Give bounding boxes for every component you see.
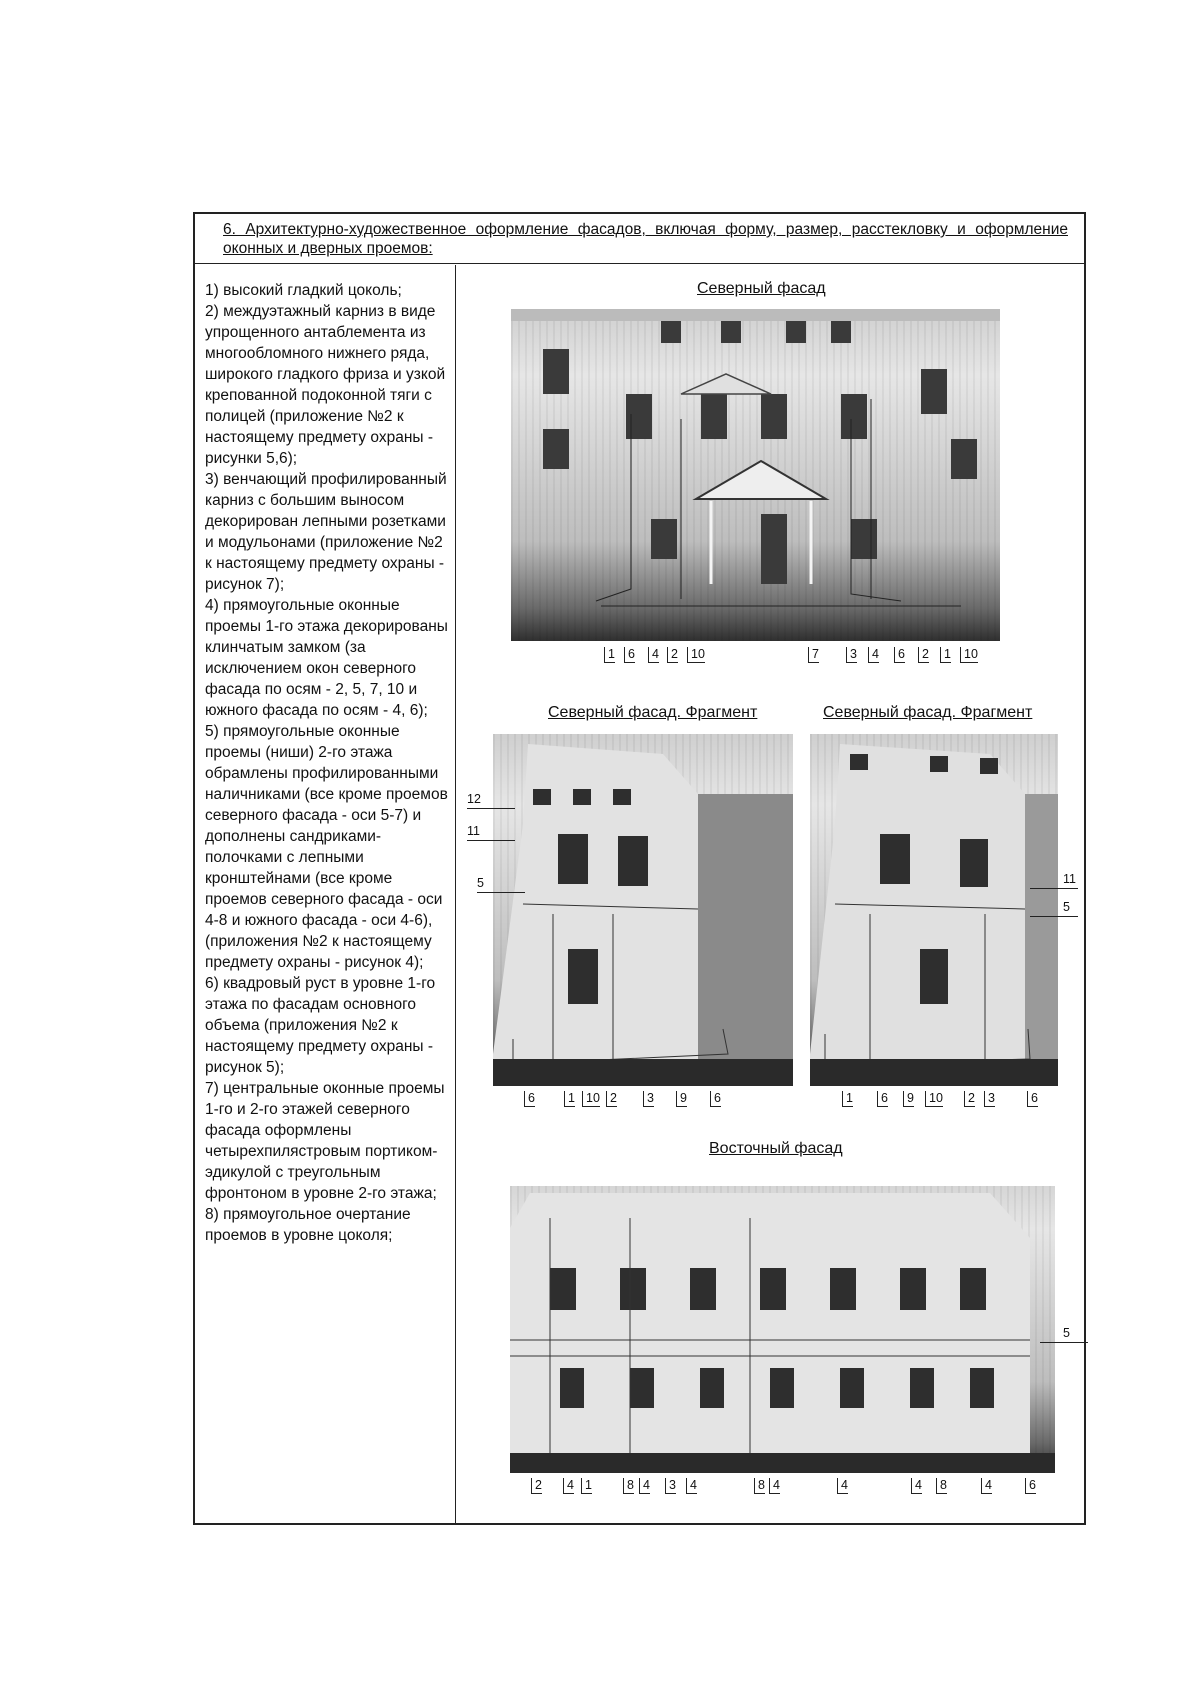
callout-label: 6 <box>1027 1091 1038 1107</box>
callout-label: 4 <box>911 1478 922 1494</box>
callout-label: 5 <box>1063 1326 1070 1340</box>
north-fragment-caption-2: Северный фасад. Фрагмент <box>823 704 1033 721</box>
east-facade-caption: Восточный фасад <box>709 1140 843 1157</box>
callout-label: 6 <box>894 647 905 663</box>
callout-label: 8 <box>754 1478 765 1494</box>
callout-label: 1 <box>842 1091 853 1107</box>
callout-label: 6 <box>1025 1478 1036 1494</box>
callout-label: 7 <box>808 647 819 663</box>
callout-label: 6 <box>877 1091 888 1107</box>
list-item: 1) высокий гладкий цоколь; <box>205 282 402 299</box>
north-facade-caption: Северный фасад <box>697 280 826 297</box>
callout-label: 8 <box>936 1478 947 1494</box>
features-list <box>205 280 449 1246</box>
list-item: 2) междуэтажный карниз в виде упрощенного антаблемента из многообломного нижнего ряда, широкого гладкого фриза и узкой крепованной подоконной тяги с полицей (приложение №2 к настоящему предмету охраны - рисунки 5,6); <box>205 303 446 467</box>
callout-label: 5 <box>1063 900 1070 914</box>
callout-label: 2 <box>918 647 929 663</box>
column-divider <box>455 265 456 1524</box>
north-fragment-photo-2 <box>810 734 1058 1086</box>
callout-label: 4 <box>648 647 659 663</box>
list-item: 5) прямоугольные оконные проемы (ниши) 2-го этажа обрамлены профилированными наличниками (все кроме проемов северного фасада - оси 5-7) и дополнены сандриками-полочками с лепными кронштейнами (все кроме проемов северного фасада - оси 4-8 и южного фасада - оси 4-6), (приложения №2 к настоящему предмету охраны - рисунок 4); <box>205 723 448 971</box>
east-facade-photo <box>510 1168 1055 1473</box>
callout-label: 4 <box>868 647 879 663</box>
callout-label: 9 <box>903 1091 914 1107</box>
north-facade-photo <box>511 309 1000 641</box>
callout-label: 6 <box>524 1091 535 1107</box>
callout-label: 10 <box>925 1091 943 1107</box>
callout-label: 4 <box>563 1478 574 1494</box>
callout-label: 3 <box>643 1091 654 1107</box>
callout-label: 11 <box>467 824 480 838</box>
list-item: 4) прямоугольные оконные проемы 1-го этажа декорированы клинчатым замком (за исключением окон северного фасада по осям - 2, 5, 7, 10 и южного фасада по осям - 4, 6); <box>205 597 448 719</box>
callout-label: 8 <box>623 1478 634 1494</box>
callout-label: 4 <box>981 1478 992 1494</box>
list-item: 7) центральные оконные проемы 1-го и 2-го этажей северного фасада оформлены четырехпилястровым портиком-эдикулой с треугольным фронтоном в уровне 2-го этажа; <box>205 1080 445 1202</box>
callout-label: 2 <box>531 1478 542 1494</box>
callout-label: 4 <box>769 1478 780 1494</box>
callout-label: 10 <box>582 1091 600 1107</box>
callout-label: 2 <box>964 1091 975 1107</box>
callout-label: 3 <box>846 647 857 663</box>
callout-label: 2 <box>667 647 678 663</box>
callout-label: 11 <box>1063 872 1076 886</box>
callout-label: 4 <box>837 1478 848 1494</box>
north-fragment-photo-1 <box>493 734 793 1086</box>
callout-label: 4 <box>686 1478 697 1494</box>
north-fragment-caption-1: Северный фасад. Фрагмент <box>548 704 758 721</box>
list-item: 3) венчающий профилированный карниз с большим выносом декорирован лепными розетками и модульонами (приложение №2 к настоящему предмету охраны - рисунок 7); <box>205 471 447 593</box>
callout-label: 3 <box>665 1478 676 1494</box>
list-item: 6) квадровый руст в уровне 1-го этажа по фасадам основного объема (приложения №2 к настоящему предмету охраны - рисунок 5); <box>205 975 436 1076</box>
callout-label: 6 <box>624 647 635 663</box>
callout-label: 10 <box>687 647 705 663</box>
callout-label: 1 <box>604 647 615 663</box>
callout-label: 5 <box>477 876 484 890</box>
section-title: 6. Архитектурно-художественное оформление фасадов, включая форму, размер, расстекловку и оформление оконных и дверных проемов: <box>195 214 1084 264</box>
callout-label: 1 <box>940 647 951 663</box>
callout-label: 1 <box>564 1091 575 1107</box>
callout-label: 3 <box>984 1091 995 1107</box>
callout-label: 12 <box>467 792 481 806</box>
callout-label: 1 <box>581 1478 592 1494</box>
callout-label: 2 <box>606 1091 617 1107</box>
callout-label: 9 <box>676 1091 687 1107</box>
callout-label: 4 <box>639 1478 650 1494</box>
list-item: 8) прямоугольное очертание проемов в уровне цоколя; <box>205 1206 411 1244</box>
callout-label: 6 <box>710 1091 721 1107</box>
callout-label: 10 <box>960 647 978 663</box>
